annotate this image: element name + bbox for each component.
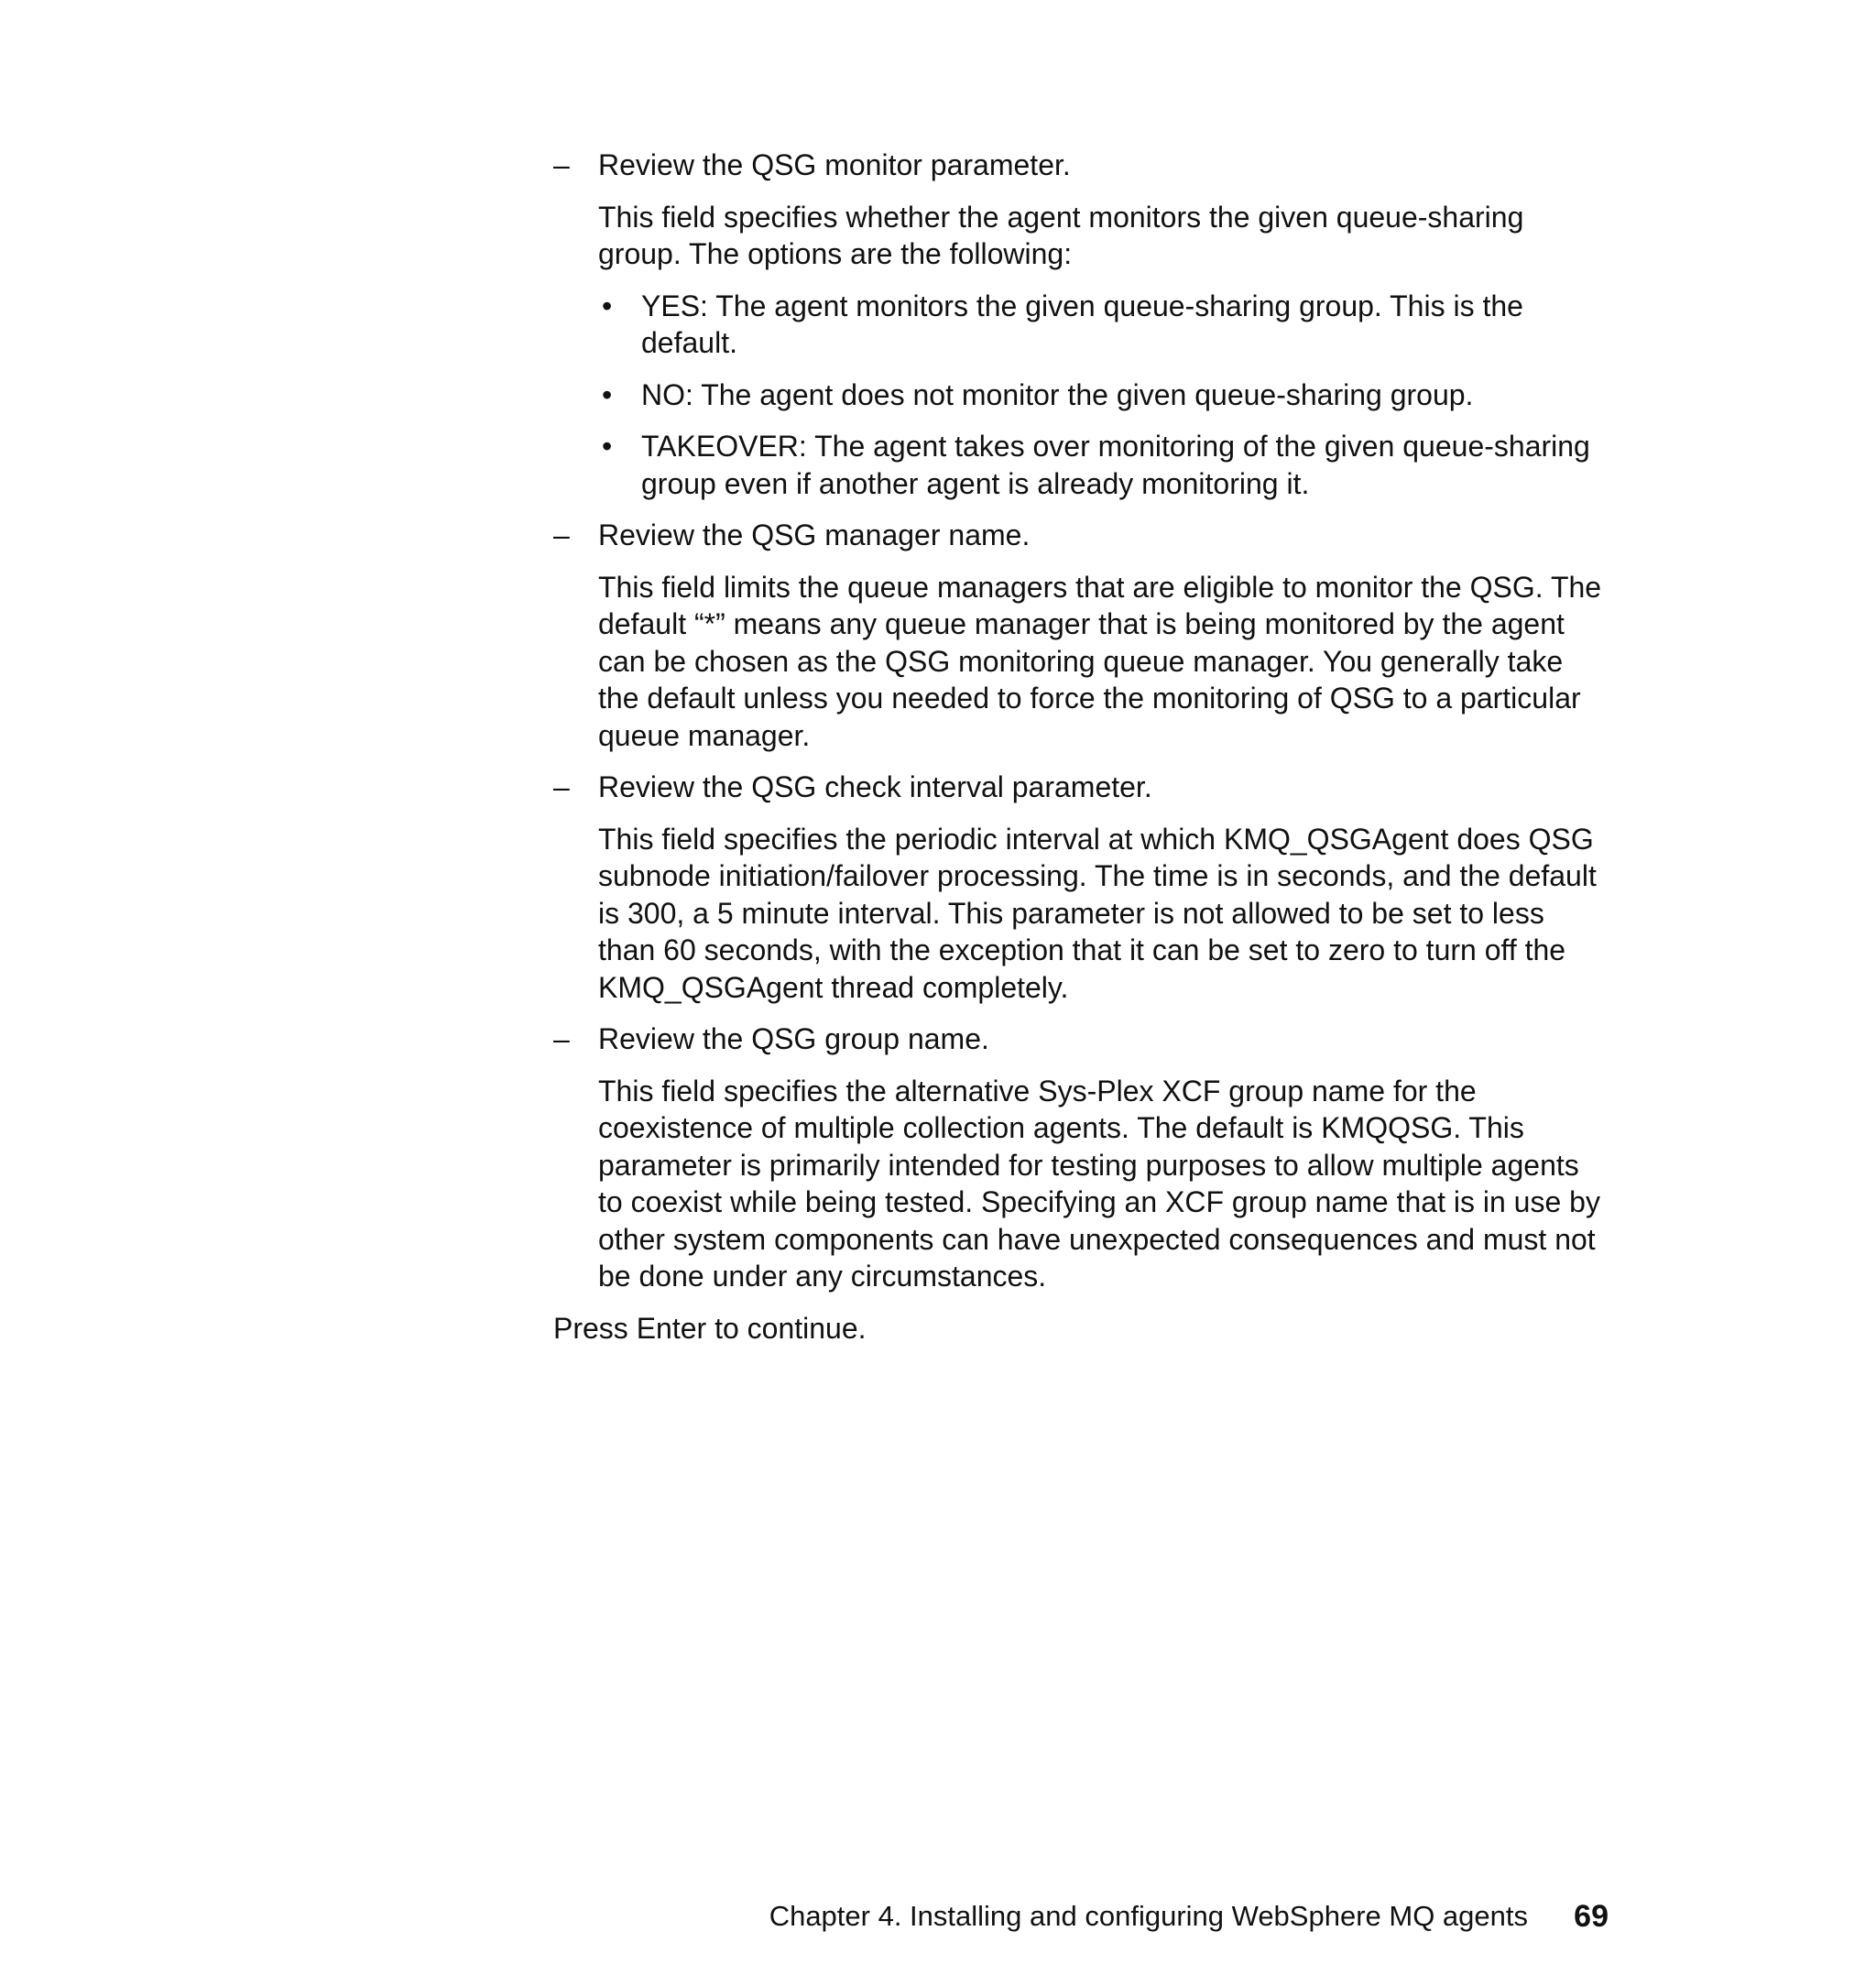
list-item-yes: [598, 288, 1607, 362]
document-body: [553, 147, 1607, 1347]
list-item-text: TAKEOVER: The agent takes over monitoring of the given queue-sharing group even if another agent is already monitoring it.: [641, 430, 1590, 500]
page-number: 69: [1574, 1899, 1609, 1934]
section-heading: Review the QSG check interval parameter.: [598, 770, 1152, 803]
dash-marker: –: [553, 1022, 570, 1055]
section-qsg-group-body: This field specifies the alternative Sys-Plex XCF group name for the coexistence of multiple collection agents. The default is KMQQSG. This parameter is primarily intended for testing purposes to allow multiple agents to coexist while being tested. Specifying an XCF group name that is in use by other system components can have unexpected consequences and must not be done under any circumstances.: [598, 1074, 1600, 1293]
closing-instruction: Press Enter to continue.: [553, 1311, 867, 1345]
bullet-marker: •: [602, 289, 613, 322]
page-footer: [0, 1896, 1876, 1937]
section-qsg-group-heading: [553, 1020, 1607, 1058]
section-qsg-monitor-body: This field specifies whether the agent monitors the given queue-sharing group. The options are the following:: [598, 200, 1524, 270]
section-qsg-manager-body: This field limits the queue managers that are eligible to monitor the QSG. The default “*” means any queue manager that is being monitored by the agent can be chosen as the QSG monitoring queue manager. You generally take the default unless you needed to force the monitoring of QSG to a particular queue manager.: [598, 570, 1602, 752]
qsg-monitor-options-list: [553, 288, 1607, 503]
dash-marker: –: [553, 770, 570, 803]
section-heading: Review the QSG manager name.: [598, 518, 1031, 551]
bullet-marker: •: [602, 377, 613, 411]
list-item-takeover: [598, 428, 1607, 502]
list-item-no: [598, 376, 1607, 414]
section-heading: Review the QSG group name.: [598, 1022, 989, 1055]
section-qsg-manager-heading: [553, 517, 1607, 554]
footer-chapter-title: Chapter 4. Installing and configuring WebSphere MQ agents: [769, 1900, 1528, 1932]
section-heading: Review the QSG monitor parameter.: [598, 148, 1071, 181]
dash-marker: –: [553, 148, 570, 181]
dash-marker: –: [553, 518, 570, 551]
section-qsg-interval-heading: [553, 769, 1607, 806]
list-item-text: NO: The agent does not monitor the given queue-sharing group.: [641, 377, 1474, 411]
bullet-marker: •: [602, 430, 613, 463]
section-qsg-interval-body: This field specifies the periodic interval at which KMQ_QSGAgent does QSG subnode initiation/failover processing. The time is in seconds, and the default is 300, a 5 minute interval. This parameter is not allowed to be set to less than 60 seconds, with the exception that it can be set to zero to turn off the KMQ_QSGAgent thread completely.: [598, 822, 1597, 1004]
section-qsg-monitor-heading: [553, 147, 1607, 184]
list-item-text: YES: The agent monitors the given queue-sharing group. This is the default.: [641, 289, 1523, 359]
